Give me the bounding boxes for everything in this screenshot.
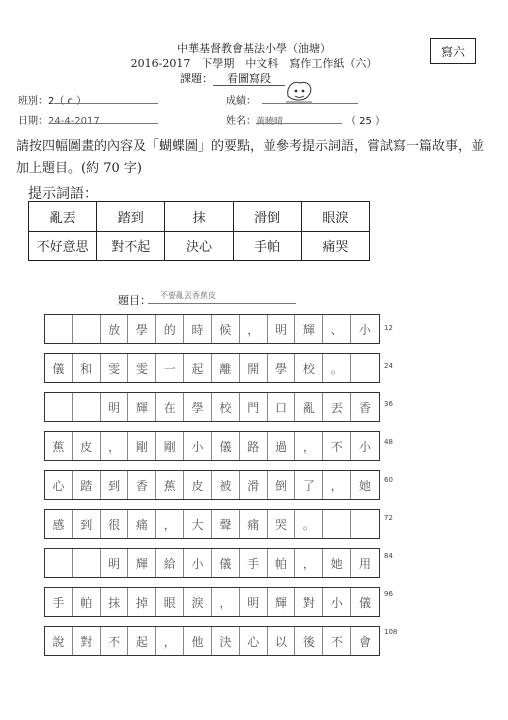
hint-word: 亂丟: [29, 202, 97, 232]
essay-cell: 學: [184, 393, 212, 421]
essay-cell: 對: [73, 627, 101, 655]
essay-cell: 痛: [240, 510, 268, 538]
essay-cell: 了: [295, 471, 323, 499]
essay-title: 不要亂丟香蕉皮: [160, 291, 216, 300]
hint-row: [29, 202, 370, 232]
essay-row: [44, 431, 380, 461]
essay-cell: 校: [295, 354, 323, 382]
essay-cell: [45, 315, 73, 343]
essay-grid: [44, 314, 380, 665]
essay-cell: 手: [240, 549, 268, 577]
essay-cell: 踏: [73, 471, 101, 499]
essay-cell: 剛: [156, 432, 184, 460]
essay-cell: 淚: [184, 588, 212, 616]
essay-cell: 帕: [268, 549, 296, 577]
essay-cell: 被: [212, 471, 240, 499]
essay-cell: 後: [295, 627, 323, 655]
essay-cell: 抹: [101, 588, 129, 616]
essay-cell: 用: [359, 556, 372, 571]
essay-cell: ，: [101, 432, 129, 460]
essay-cell: 滑: [240, 471, 268, 499]
essay-cell: 以: [268, 627, 296, 655]
essay-cell: ，: [156, 627, 184, 655]
row-char-count: 96: [384, 590, 393, 598]
essay-cell: 不: [323, 432, 351, 460]
essay-cell: 小: [359, 439, 372, 454]
essay-cell: 聲: [212, 510, 240, 538]
essay-cell: 、: [323, 315, 351, 343]
essay-cell: 很: [101, 510, 129, 538]
essay-cell: 皮: [73, 432, 101, 460]
name-value: 黃曉晴: [256, 117, 284, 127]
essay-cell: 路: [240, 432, 268, 460]
essay-cell: 說: [45, 627, 73, 655]
student-number: （ 25 ）: [346, 116, 386, 127]
essay-cell: 不: [101, 627, 129, 655]
essay-cell: 香: [128, 471, 156, 499]
essay-cell: 他: [184, 627, 212, 655]
essay-cell: 明: [101, 393, 129, 421]
essay-cell: ，: [295, 549, 323, 577]
essay-cell: [323, 510, 351, 538]
essay-cell: 到: [73, 510, 101, 538]
essay-cell: 和: [73, 354, 101, 382]
essay-cell: 過: [268, 432, 296, 460]
essay-title-underline: [148, 303, 296, 304]
essay-cell: 儀: [212, 549, 240, 577]
essay-cell: 心: [240, 627, 268, 655]
row-char-count: 60: [384, 476, 393, 484]
class-underline: [54, 103, 158, 104]
essay-cell: 她: [323, 549, 351, 577]
essay-cell: 校: [212, 393, 240, 421]
essay-cell: [73, 393, 101, 421]
essay-cell: 一: [156, 354, 184, 382]
hint-word: 決心: [165, 231, 233, 261]
essay-cell: [73, 549, 101, 577]
essay-cell: 對: [295, 588, 323, 616]
hint-word: 痛哭: [301, 231, 369, 261]
name-label: 姓名：: [226, 116, 256, 127]
essay-cell: [45, 393, 73, 421]
instructions: 請按四幅圖畫的內容及「蝴蝶圖」的要點，並參考提示詞語，嘗試寫一篇故事，並加上題目。(約 70 字): [16, 139, 485, 176]
worksheet-badge: 寫六: [430, 38, 476, 64]
name-field: [226, 112, 283, 127]
essay-cell: 起: [184, 354, 212, 382]
essay-cell: ，: [295, 432, 323, 460]
essay-cell: 候: [212, 315, 240, 343]
essay-cell: 開: [240, 354, 268, 382]
essay-cell: 大: [184, 510, 212, 538]
row-char-count: 24: [384, 362, 393, 370]
date-field: [18, 112, 100, 127]
essay-cell: 學: [268, 354, 296, 382]
name-underline: [256, 123, 342, 124]
hint-word: 踏到: [97, 202, 165, 232]
essay-cell: 輝: [268, 588, 296, 616]
row-char-count: 36: [384, 400, 393, 408]
essay-cell: 輝: [128, 393, 156, 421]
essay-row: [44, 314, 380, 344]
essay-cell: 小: [323, 588, 351, 616]
school-name: 中華基督教會基法小學（油塘）: [177, 42, 331, 55]
essay-cell: [73, 315, 101, 343]
hint-word: 不好意思: [29, 231, 97, 261]
essay-cell: 離: [212, 354, 240, 382]
score-label: 成績：: [226, 96, 256, 107]
hint-word: 滑倒: [233, 202, 301, 232]
essay-cell: 哭: [268, 510, 296, 538]
essay-cell: 帕: [73, 588, 101, 616]
essay-cell: 她: [359, 478, 372, 493]
essay-cell: 明: [268, 315, 296, 343]
essay-cell: [351, 510, 379, 538]
essay-title-label: 題目：: [118, 294, 151, 307]
row-char-count: 48: [384, 438, 393, 446]
row-char-count: 12: [384, 324, 393, 332]
topic-value: 看圖寫段: [213, 72, 285, 86]
essay-cell: 倒: [268, 471, 296, 499]
essay-cell: 蕉: [45, 432, 73, 460]
essay-cell: 手: [45, 588, 73, 616]
essay-cell: 不: [323, 627, 351, 655]
essay-row: [44, 392, 380, 422]
topic-row: [180, 70, 285, 86]
essay-cell: 明: [240, 588, 268, 616]
essay-row: [44, 548, 380, 578]
date-label: 日期：: [18, 116, 48, 127]
hint-title: 提示詞語：: [28, 186, 98, 202]
essay-cell: 心: [45, 471, 73, 499]
essay-row: [44, 353, 380, 383]
essay-cell: ，: [323, 471, 351, 499]
essay-cell: 儀: [212, 432, 240, 460]
class-value: 2（ c ）: [48, 96, 87, 107]
essay-cell: ，: [240, 315, 268, 343]
essay-cell: 雯: [128, 354, 156, 382]
essay-row: [44, 509, 380, 539]
essay-cell: 感: [45, 510, 73, 538]
essay-cell: 香: [359, 400, 372, 415]
hint-row: [29, 231, 370, 261]
essay-cell: ，: [212, 588, 240, 616]
row-char-count: 108: [384, 628, 398, 636]
essay-cell: 丟: [323, 393, 351, 421]
essay-cell: 。: [295, 510, 323, 538]
essay-cell: 會: [359, 634, 372, 649]
class-field: [18, 92, 86, 107]
essay-cell: 眼: [156, 588, 184, 616]
essay-cell: 儀: [359, 595, 372, 610]
essay-row: [44, 626, 380, 656]
hint-table: [28, 201, 370, 261]
essay-cell: 掉: [128, 588, 156, 616]
essay-cell: 明: [101, 549, 129, 577]
essay-cell: [45, 549, 73, 577]
essay-cell: 在: [156, 393, 184, 421]
hint-word: 眼淚: [301, 202, 369, 232]
essay-cell: 剛: [128, 432, 156, 460]
essay-cell: 起: [128, 627, 156, 655]
term-line: 2016-2017 下學期 中文科 寫作工作紙（六）: [130, 57, 378, 70]
essay-cell: 小: [359, 322, 372, 337]
essay-cell: 雯: [101, 354, 129, 382]
essay-cell: 蕉: [156, 471, 184, 499]
essay-cell: ，: [156, 510, 184, 538]
essay-cell: 輝: [295, 315, 323, 343]
date-value: 24-4-2017: [48, 116, 100, 127]
essay-cell: 口: [268, 393, 296, 421]
essay-row: [44, 587, 380, 617]
essay-cell: 儀: [45, 354, 73, 382]
date-underline: [50, 123, 158, 124]
essay-cell: 輝: [128, 549, 156, 577]
essay-cell: 小: [184, 432, 212, 460]
row-char-count: 84: [384, 552, 393, 560]
essay-cell: 到: [101, 471, 129, 499]
essay-cell: 。: [323, 354, 351, 382]
hint-word: 手帕: [233, 231, 301, 261]
essay-cell: 小: [184, 549, 212, 577]
essay-cell: 門: [240, 393, 268, 421]
class-label: 班別：: [18, 96, 48, 107]
hint-word: 抹: [165, 202, 233, 232]
essay-cell: 的: [156, 315, 184, 343]
essay-cell: 學: [128, 315, 156, 343]
essay-cell: 給: [156, 549, 184, 577]
essay-cell: 亂: [295, 393, 323, 421]
teacher-stamp-icon: [282, 76, 316, 108]
essay-cell: 皮: [184, 471, 212, 499]
essay-cell: 決: [212, 627, 240, 655]
essay-row: [44, 470, 380, 500]
essay-cell: 放: [101, 315, 129, 343]
essay-cell: 時: [184, 315, 212, 343]
row-char-count: 72: [384, 514, 393, 522]
topic-label: 課題：: [180, 72, 213, 85]
essay-cell: [351, 354, 379, 382]
hint-word: 對不起: [97, 231, 165, 261]
essay-cell: 痛: [128, 510, 156, 538]
